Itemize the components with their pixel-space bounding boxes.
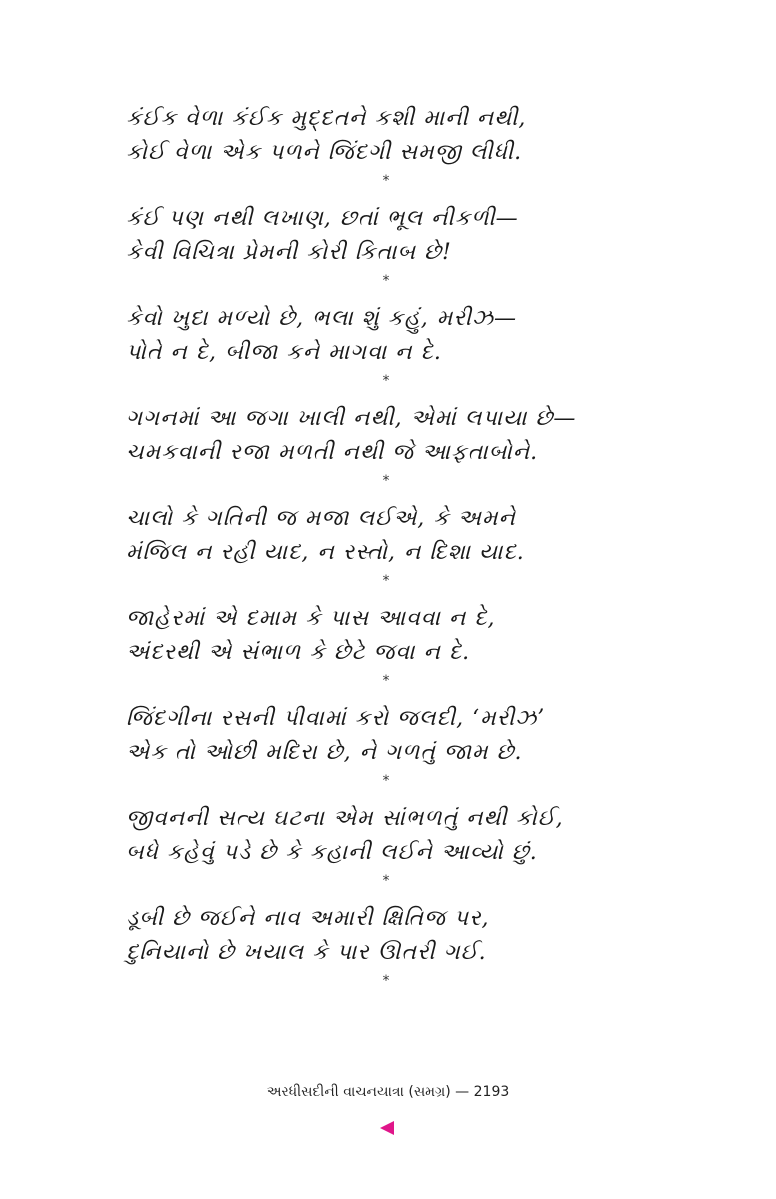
verse-line: કંઈ પણ નથી લખાણ, છતાં ભૂલ નીકળી— — [126, 206, 519, 231]
couplet — [126, 102, 646, 202]
verse-line: કેવી વિચિત્રા પ્રેમની કોરી કિતાબ છે! — [126, 240, 452, 265]
verse-line: કેવો ખુદા મળ્યો છે, ભલા શું કહું, મરીઝ— — [126, 306, 517, 331]
verse-line: દુનિયાનો છે ખયાલ કે પાર ઊતરી ગઈ. — [126, 940, 487, 965]
verse-line: જાહેરમાં એ દમામ કે પાસ આવવા ન દે, — [126, 606, 496, 631]
couplet — [126, 702, 646, 802]
couplet — [126, 502, 646, 602]
verse-line: ચાલો કે ગતિની જ મજા લઈએ, કે અમને — [126, 506, 516, 531]
verse-line: ગગનમાં આ જગા ખાલી નથી, એમાં લપાયા છે— — [126, 406, 577, 431]
verse-list — [126, 102, 646, 1002]
verse-line: પોતે ન દે, બીજા કને માગવા ન દે. — [126, 340, 442, 365]
verse-line: જીવનની સત્ય ઘટના એમ સાંભળતું નથી કોઈ, — [126, 806, 564, 831]
couplet — [126, 802, 646, 902]
verse-line: એક તો ઓછી મદિરા છે, ને ગળતું જામ છે. — [126, 740, 523, 765]
verse-line: બધે કહેવું પડે છે કે કહાની લઈને આવ્યો છું. — [126, 840, 538, 865]
couplet — [126, 602, 646, 702]
couplet — [126, 302, 646, 402]
verse-line: મંજિલ ન રહી યાદ, ન રસ્તો, ન દિશા યાદ. — [126, 540, 525, 565]
verse-line: કોઈ વેળા એક પળને જિંદગી સમજી લીધી. — [126, 140, 523, 165]
verse-line: ડૂબી છે જઈને નાવ અમારી ક્ષિતિજ પર, — [126, 906, 490, 931]
verse-line: કંઈક વેળા કંઈક મુદ્દતને કશી માની નથી, — [126, 106, 527, 131]
verse-line: અંદરથી એ સંભાળ કે છેટે જવા ન દે. — [126, 640, 471, 665]
page-footer: અરધીસદીની વાચનયાત્રા (સમગ્ર) — 2193 — [266, 1084, 510, 1100]
asterisk-separator: * — [382, 973, 390, 989]
previous-page-arrow-icon[interactable] — [380, 1121, 394, 1135]
asterisk-separator: * — [382, 273, 390, 289]
verse-line: ચમકવાની રજા મળતી નથી જે આફતાબોને. — [126, 440, 539, 465]
asterisk-separator: * — [382, 173, 390, 189]
asterisk-separator: * — [382, 873, 390, 889]
asterisk-separator: * — [382, 773, 390, 789]
asterisk-separator: * — [382, 373, 390, 389]
couplet — [126, 402, 646, 502]
couplet — [126, 902, 646, 1002]
couplet — [126, 202, 646, 302]
asterisk-separator: * — [382, 573, 390, 589]
asterisk-separator: * — [382, 673, 390, 689]
asterisk-separator: * — [382, 473, 390, 489]
verse-line: જિંદગીના રસની પીવામાં કરો જલદી, ‘મરીઝ’ — [126, 706, 546, 731]
